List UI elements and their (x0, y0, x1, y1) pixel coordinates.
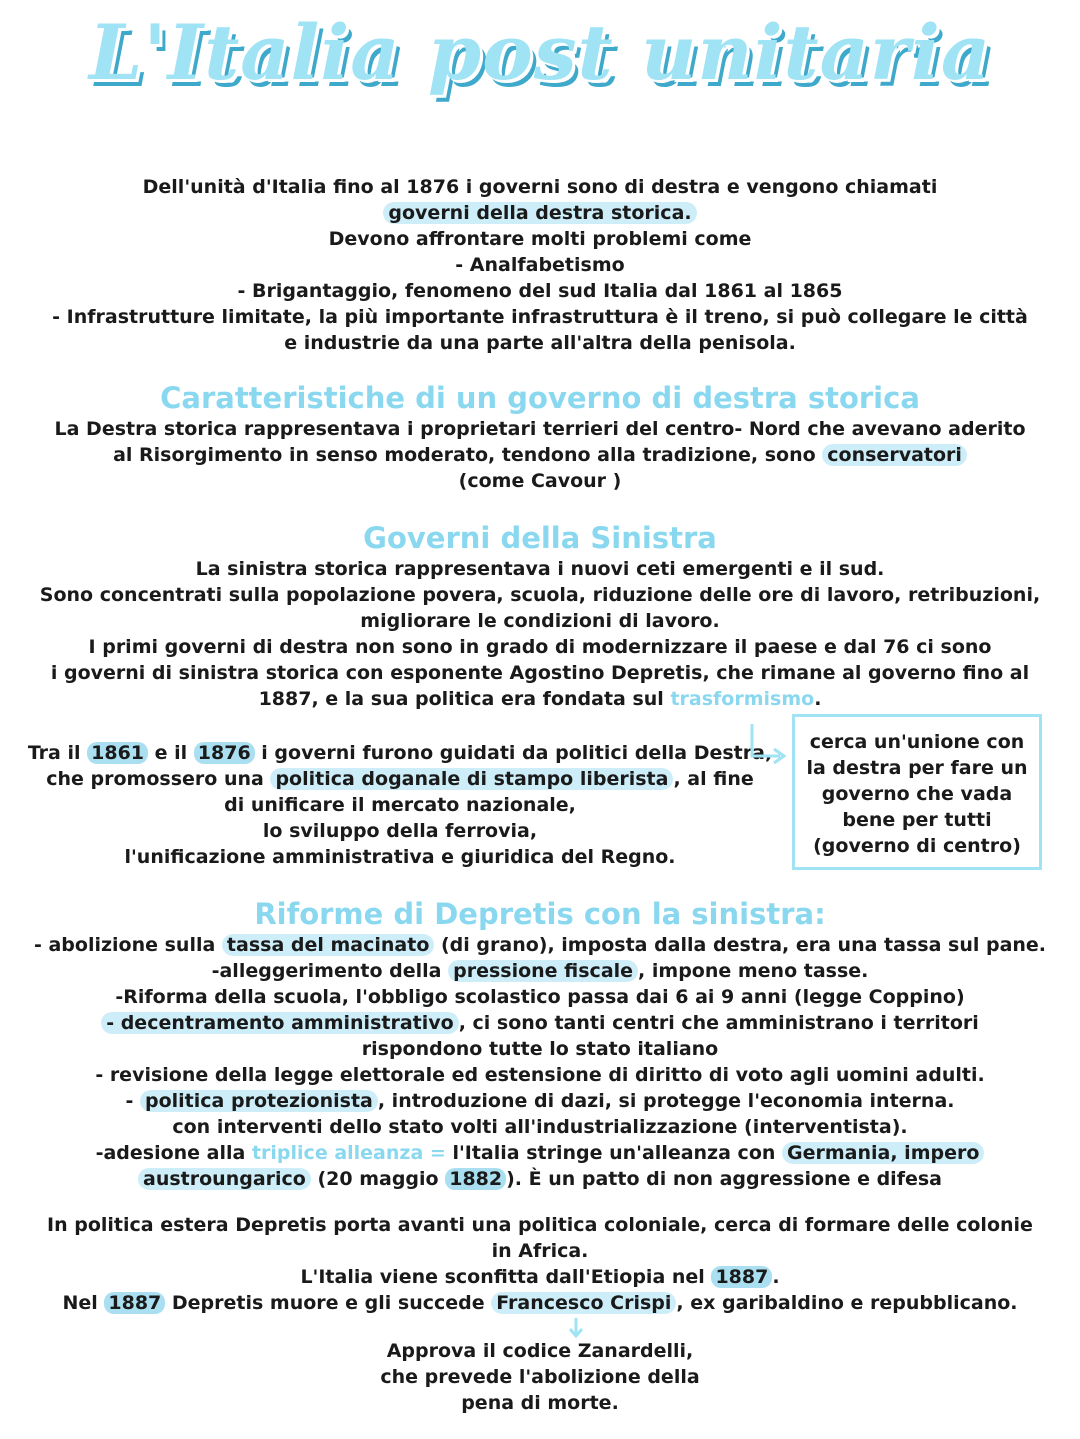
highlight: tassa del macinato (222, 934, 434, 956)
text-line (20, 1140, 1060, 1166)
text-span: che promossero una (46, 768, 271, 790)
box-line: la destra per fare un (806, 757, 1028, 779)
text-span: , ex garibaldino e repubblicano. (676, 1292, 1018, 1314)
text-span: ). È un patto di non aggressione e difesa (506, 1168, 942, 1190)
section-heading: Riforme di Depretis con la sinistra: (254, 897, 826, 931)
text-span: , impone meno tasse. (638, 960, 869, 982)
highlight: - decentramento amministrativo (101, 1012, 458, 1034)
year-highlight: 1861 (87, 742, 148, 764)
text-span: - (125, 1090, 140, 1112)
section-heading: Caratteristiche di un governo di destra storica (160, 381, 920, 415)
text-span: al Risorgimento in senso moderato, tendono alla tradizione, sono (113, 444, 823, 466)
year-highlight: 1887 (711, 1266, 772, 1288)
text-span: Nel (62, 1292, 105, 1314)
text-line: in Africa. (491, 1240, 589, 1262)
text-line (20, 1290, 1060, 1316)
text-line: In politica estera Depretis porta avanti una politica coloniale, cerca di formare delle colonie (47, 1214, 1033, 1236)
text-line (20, 1264, 1060, 1290)
text-line: con interventi dello stato volti all'industrializzazione (interventista). (172, 1116, 908, 1138)
text-span: (20 maggio (310, 1168, 446, 1190)
sinistra-section (20, 520, 1060, 712)
riforme-section (20, 896, 1060, 1192)
text-line (20, 958, 1060, 984)
zanardelli-section (20, 1338, 1060, 1416)
trasformismo-text: trasformismo (670, 688, 815, 710)
box-line: bene per tutti (842, 809, 992, 831)
text-span: -alleggerimento della (211, 960, 449, 982)
text-span: . (772, 1266, 780, 1288)
destra-section (20, 380, 1060, 494)
text-span: , introduzione di dazi, si protegge l'economia interna. (377, 1090, 955, 1112)
text-span: -adesione alla (95, 1142, 252, 1164)
text-line (20, 686, 1060, 712)
intro-line: Devono affrontare molti problemi come (328, 228, 752, 250)
text-span: l'Italia stringe un'alleanza con (445, 1142, 783, 1164)
text-line (20, 932, 1060, 958)
text-line (20, 766, 780, 792)
text-span: , ci sono tanti centri che amministrano i territori (458, 1012, 979, 1034)
intro-section (20, 174, 1060, 356)
text-line: di unificare il mercato nazionale, (224, 794, 576, 816)
text-span: Depretis muore e gli succede (165, 1292, 492, 1314)
intro-line: - Infrastrutture limitate, la più importante infrastruttura è il treno, si può collegare le città (52, 306, 1028, 328)
text-line (20, 740, 780, 766)
arrow-right-icon (746, 722, 790, 768)
arrow-down-icon (566, 1316, 586, 1340)
text-line: lo sviluppo della ferrovia, (262, 820, 538, 842)
intro-line (20, 200, 1060, 226)
highlight: conservatori (822, 444, 967, 466)
text-line: -Riforma della scuola, l'obbligo scolastico passa dai 6 ai 9 anni (legge Coppino) (115, 986, 965, 1008)
text-line (20, 1088, 1060, 1114)
text-line: rispondono tutte lo stato italiano (361, 1038, 719, 1060)
text-span: i governi furono guidati da politici della Destra, (254, 742, 773, 764)
box-line: governo che vada (821, 783, 1013, 805)
text-span: . (814, 688, 822, 710)
intro-line: Dell'unità d'Italia fino al 1876 i governi sono di destra e vengono chiamati (142, 176, 938, 198)
triplice-text: triplice alleanza = (251, 1142, 446, 1164)
text-line (20, 1166, 1060, 1192)
text-span: - abolizione sulla (33, 934, 222, 956)
estera-section (20, 1212, 1060, 1316)
text-line: I primi governi di destra non sono in grado di modernizzare il paese e dal 76 ci sono (88, 636, 992, 658)
text-span: Tra il (27, 742, 88, 764)
text-line: Approva il codice Zanardelli, (386, 1340, 694, 1362)
year-highlight: 1887 (104, 1292, 165, 1314)
year-highlight: 1882 (445, 1168, 506, 1190)
section-heading: Governi della Sinistra (363, 521, 717, 555)
highlight: governi della destra storica. (383, 202, 696, 224)
text-line: - revisione della legge elettorale ed estensione di diritto di voto agli uomini adulti. (95, 1064, 985, 1086)
highlight: politica doganale di stampo liberista (270, 768, 673, 790)
text-line: La Destra storica rappresentava i proprietari terrieri del centro- Nord che avevano aderito (54, 418, 1026, 440)
text-line: La sinistra storica rappresentava i nuovi ceti emergenti e il sud. (195, 558, 885, 580)
intro-line: e industrie da una parte all'altra della penisola. (284, 332, 796, 354)
box-line: (governo di centro) (813, 835, 1021, 857)
highlight: austroungarico (138, 1168, 311, 1190)
page-title: L'Italia post unitaria (88, 8, 992, 97)
box-line: cerca un'unione con (809, 731, 1025, 753)
text-line: migliorare le condizioni di lavoro. (360, 610, 720, 632)
highlight: politica protezionista (140, 1090, 378, 1112)
intro-line: - Brigantaggio, fenomeno del sud Italia dal 1861 al 1865 (237, 280, 843, 302)
highlight: Francesco Crispi (491, 1292, 676, 1314)
year-highlight: 1876 (194, 742, 255, 764)
trasformismo-note-box (792, 714, 1042, 870)
text-span: (di grano), imposta dalla destra, era una tassa sul pane. (434, 934, 1047, 956)
intro-line: - Analfabetismo (455, 254, 625, 276)
periodo-section (20, 740, 780, 870)
text-span: 1887, e la sua politica era fondata sul (258, 688, 671, 710)
text-span: , al fine (673, 768, 754, 790)
text-line: pena di morte. (461, 1392, 619, 1414)
text-line (20, 1010, 1060, 1036)
text-line: che prevede l'abolizione della (380, 1366, 700, 1388)
text-line: i governi di sinistra storica con esponente Agostino Depretis, che rimane al governo fino al (50, 662, 1030, 684)
text-line (20, 442, 1060, 468)
text-line: Sono concentrati sulla popolazione povera, scuola, riduzione delle ore di lavoro, retribuzioni, (39, 584, 1041, 606)
text-span: L'Italia viene sconfitta dall'Etiopia nel (300, 1266, 712, 1288)
text-line: l'unificazione amministrativa e giuridica del Regno. (124, 846, 676, 868)
highlight: Germania, impero (782, 1142, 984, 1164)
highlight: pressione fiscale (448, 960, 638, 982)
text-span: e il (148, 742, 194, 764)
text-line: (come Cavour ) (458, 470, 622, 492)
